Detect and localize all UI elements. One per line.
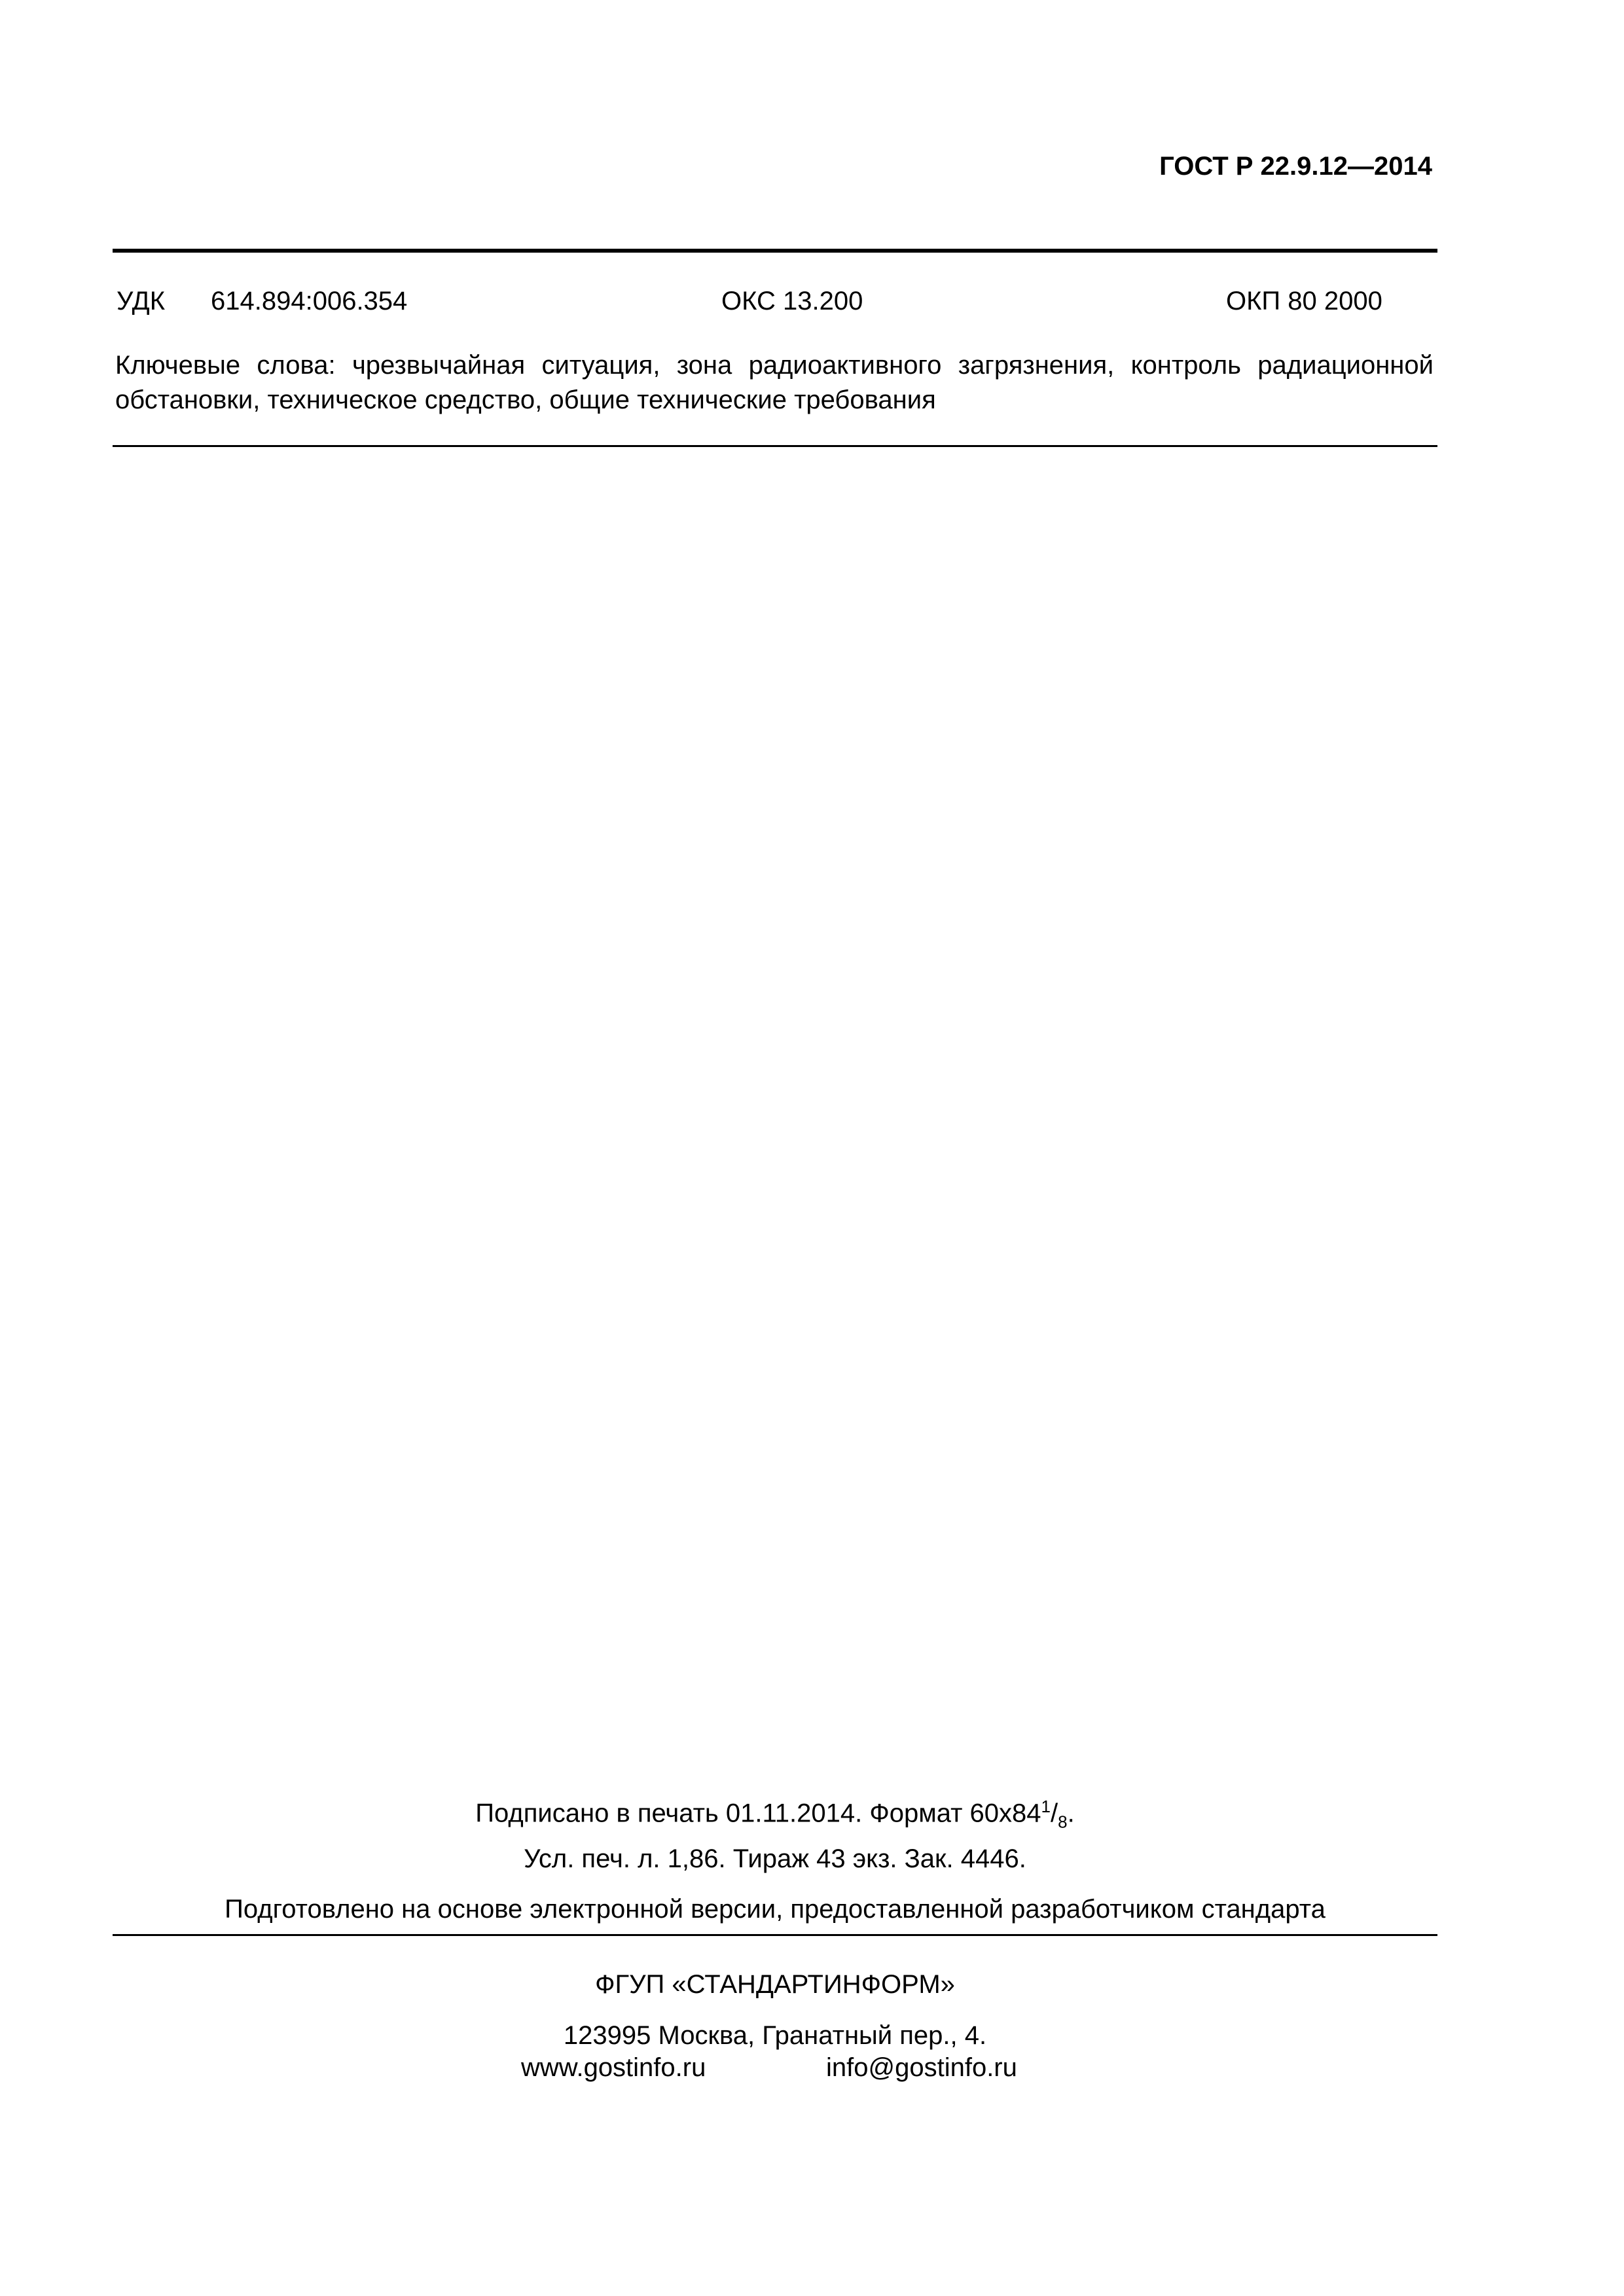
format-separator: / bbox=[1050, 1799, 1058, 1828]
prepared-note: Подготовлено на основе электронной версии, предоставленной разработчиком стандарта bbox=[225, 1895, 1326, 1924]
print-info bbox=[113, 1797, 1437, 1832]
sheets-info: Усл. печ. л. 1,86. Тираж 43 экз. Зак. 4446. bbox=[524, 1844, 1026, 1873]
website-link[interactable]: www.gostinfo.ru bbox=[521, 2053, 706, 2082]
okp-code: ОКП 80 2000 bbox=[1226, 287, 1382, 315]
format-numerator: 1 bbox=[1041, 1797, 1051, 1816]
publisher-name: ФГУП «СТАНДАРТИНФОРМ» bbox=[595, 1970, 955, 1999]
footer-rule bbox=[113, 1934, 1437, 1936]
format-denominator: 8 bbox=[1058, 1812, 1068, 1832]
oks-code: ОКС 13.200 bbox=[721, 287, 863, 315]
email-link[interactable]: info@gostinfo.ru bbox=[826, 2053, 1017, 2082]
publisher-address: 123995 Москва, Гранатный пер., 4. bbox=[563, 2021, 987, 2050]
udk-label: УДК bbox=[117, 287, 166, 315]
document-id: ГОСТ Р 22.9.12—2014 bbox=[1159, 152, 1432, 181]
print-info-prefix: Подписано в печать 01.11.2014. Формат 60x84 bbox=[475, 1799, 1041, 1828]
keywords-text: Ключевые слова: чрезвычайная ситуация, зона радиоактивного загрязнения, контроль радиационной обстановки, техническое средство, общие технические требования bbox=[115, 351, 1434, 414]
keywords-bottom-rule bbox=[113, 445, 1437, 447]
print-info-suffix: . bbox=[1067, 1799, 1075, 1828]
top-rule bbox=[113, 249, 1437, 253]
udk-value: 614.894:006.354 bbox=[211, 287, 408, 315]
